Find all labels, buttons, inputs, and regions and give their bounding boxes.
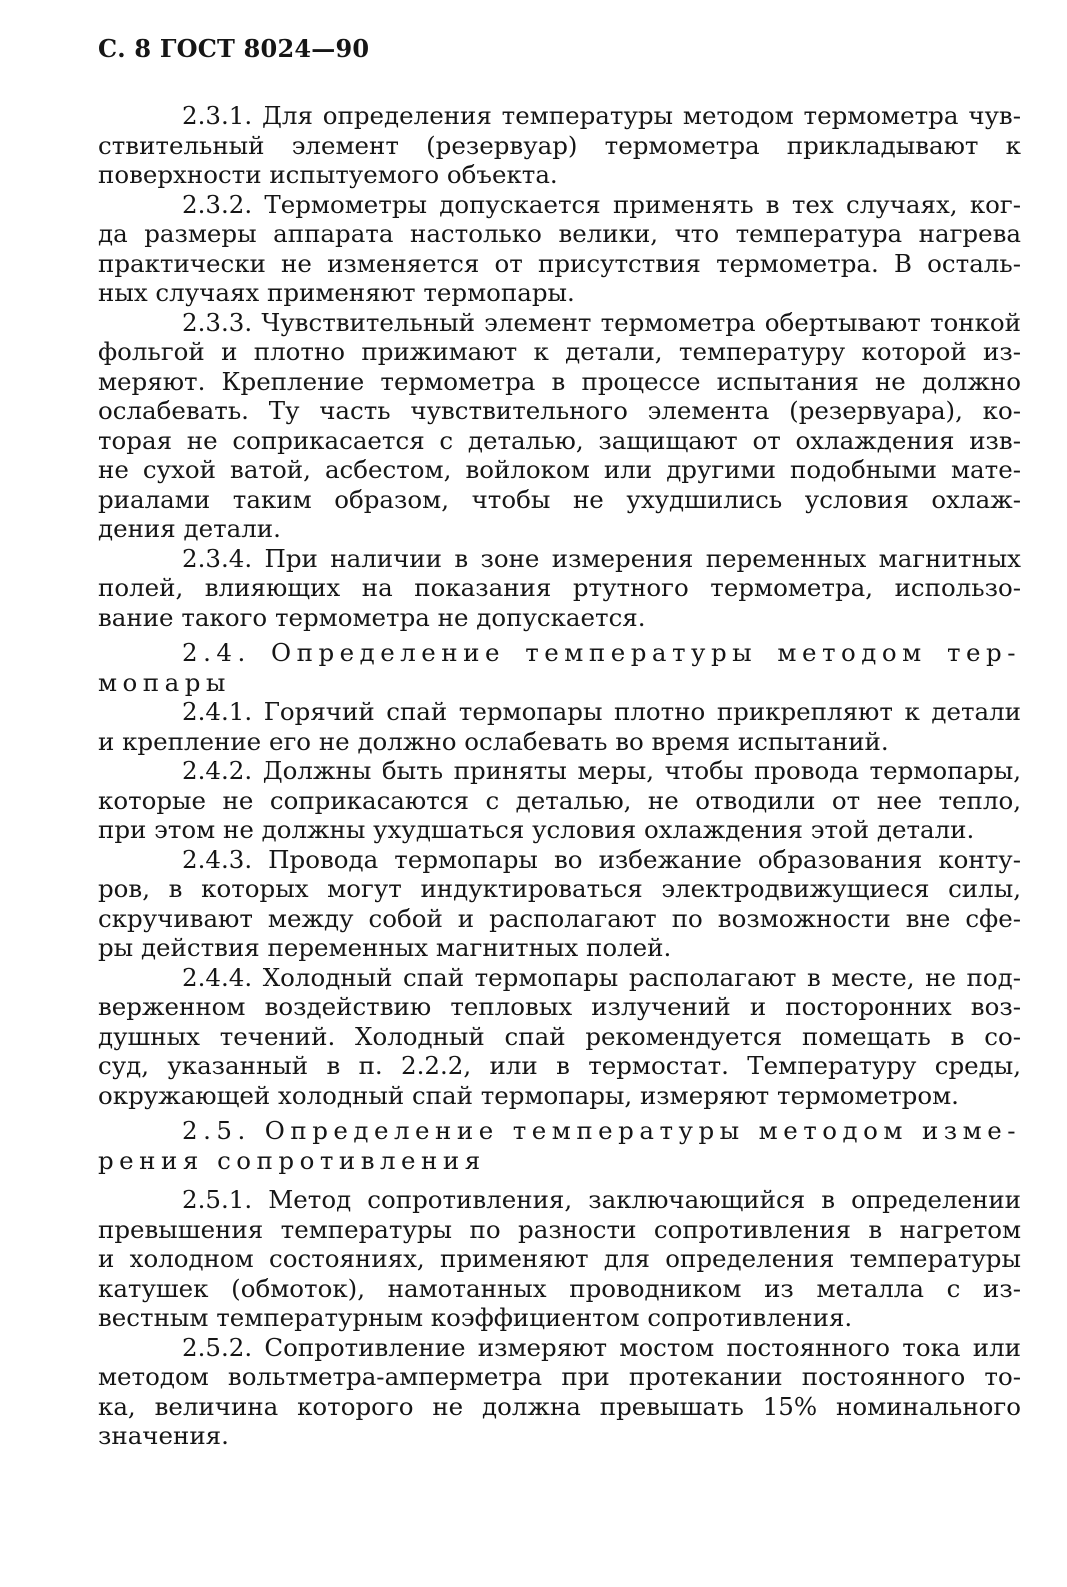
text-line: ры действия переменных магнитных полей.: [98, 933, 672, 962]
text-line: и холодном состояниях, применяют для определения температуры: [98, 1244, 1021, 1273]
text-line: 2.3.4. При наличии в зоне измерения переменных магнитных: [182, 543, 1021, 573]
text-line: душных течений. Холодный спай рекомендуется помещать в со-: [98, 1021, 1021, 1051]
text-line: 2.4.4. Холодный спай термопары располагают в месте, не под-: [182, 962, 1021, 992]
text-line: ров, в которых могут индуктироваться электродвижущиеся силы,: [98, 874, 1021, 903]
paragraph-2-3-3: [98, 308, 1021, 544]
text-line: практически не изменяется от присутствия термометра. В осталь-: [98, 248, 1021, 278]
paragraph-2-3-4: [98, 544, 1021, 633]
text-line: 2.4.3. Провода термопары во избежание образования конту-: [182, 844, 1021, 874]
paragraph-2-3-1: [98, 101, 1021, 190]
text-line: 2.3.3. Чувствительный элемент термометра обертывают тонкой: [182, 307, 1021, 337]
text-line: да размеры аппарата настолько велики, что температура нагрева: [98, 219, 1021, 248]
heading-line: 2.5. Определение температуры методом изме-: [182, 1116, 1021, 1145]
heading-line: рения сопротивления: [98, 1145, 486, 1175]
page-header: С. 8 ГОСТ 8024—90: [98, 34, 370, 63]
text-line: риалами таким образом, чтобы не ухудшились условия охлаж-: [98, 484, 1021, 514]
text-line: значения.: [98, 1421, 229, 1450]
text-line: которые не соприкасаются с деталью, не отводили от нее тепло,: [98, 785, 1021, 815]
paragraph-2-4-2: [98, 756, 1021, 845]
text-line: 2.3.1. Для определения температуры методом термометра чув-: [182, 101, 1021, 130]
text-line: 2.4.2. Должны быть приняты меры, чтобы провода термопары,: [182, 756, 1021, 785]
paragraph-2-5-1: [98, 1185, 1021, 1333]
text-line: суд, указанный в п. 2.2.2, или в термостат. Температуру среды,: [98, 1051, 1021, 1080]
paragraph-2-4-3: [98, 845, 1021, 963]
text-line: ослабевать. Ту часть чувствительного элемента (резервуара), ко-: [98, 396, 1021, 425]
document-body: [98, 101, 1021, 1451]
text-line: превышения температуры по разности сопротивления в нагретом: [98, 1214, 1021, 1244]
text-line: меряют. Крепление термометра в процессе испытания не должно: [98, 366, 1021, 396]
text-line: не сухой ватой, асбестом, войлоком или другими подобными мате-: [98, 455, 1021, 484]
section-heading-2-4: [98, 638, 1021, 697]
text-line: 2.3.2. Термометры допускается применять в тех случаях, ког-: [182, 189, 1021, 219]
text-line: поверхности испытуемого объекта.: [98, 160, 558, 189]
text-line: 2.5.2. Сопротивление измеряют мостом постоянного тока или: [182, 1332, 1021, 1362]
text-line: фольгой и плотно прижимают к детали, температуру которой из-: [98, 337, 1021, 366]
text-line: вание такого термометра не допускается.: [98, 602, 646, 632]
text-line: полей, влияющих на показания ртутного термометра, использо-: [98, 573, 1021, 602]
text-line: методом вольтметра-амперметра при протекании постоянного то-: [98, 1362, 1021, 1391]
text-line: вестным температурным коэффициентом сопротивления.: [98, 1303, 853, 1332]
heading-line: 2.4. Определение температуры методом тер-: [182, 638, 1021, 667]
text-line: торая не соприкасается с деталью, защищают от охлаждения изв-: [98, 425, 1021, 455]
text-line: дения детали.: [98, 514, 281, 543]
section-heading-2-5: [98, 1116, 1021, 1175]
text-line: 2.5.1. Метод сопротивления, заключающийся в определении: [182, 1185, 1021, 1214]
text-line: катушек (обмоток), намотанных проводником из металла с из-: [98, 1273, 1021, 1303]
text-line: и крепление его не должно ослабевать во время испытаний.: [98, 726, 889, 756]
text-line: верженном воздействию тепловых излучений и посторонних воз-: [98, 992, 1021, 1021]
paragraph-2-4-4: [98, 963, 1021, 1111]
heading-line: мопары: [98, 667, 231, 697]
text-line: при этом не должны ухудшаться условия охлаждения этой детали.: [98, 815, 975, 844]
text-line: ствительный элемент (резервуар) термометра прикладывают к: [98, 130, 1021, 160]
text-line: окружающей холодный спай термопары, измеряют термометром.: [98, 1080, 959, 1110]
paragraph-2-3-2: [98, 190, 1021, 308]
paragraph-2-4-1: [98, 697, 1021, 756]
text-line: 2.4.1. Горячий спай термопары плотно прикрепляют к детали: [182, 697, 1021, 726]
paragraph-2-5-2: [98, 1333, 1021, 1451]
text-line: скручивают между собой и располагают по возможности вне сфе-: [98, 903, 1021, 933]
text-line: ных случаях применяют термопары.: [98, 278, 575, 307]
text-line: ка, величина которого не должна превышать 15% номинального: [98, 1391, 1021, 1421]
